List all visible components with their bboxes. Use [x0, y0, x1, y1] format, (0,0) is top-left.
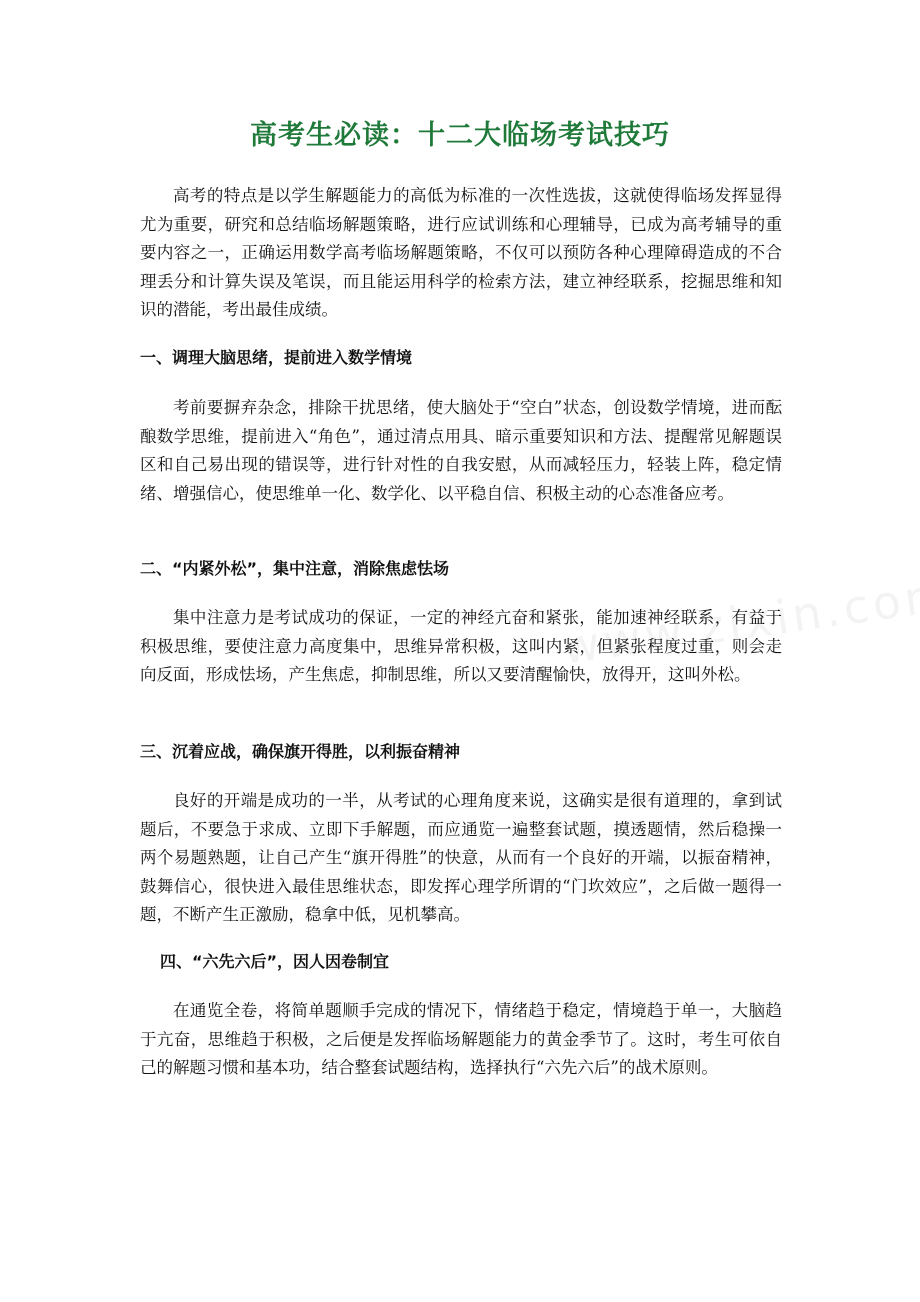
document-title: 高考生必读：十二大临场考试技巧: [250, 120, 670, 151]
section-heading-4: 四、“六先六后”，因人因卷制宜: [160, 952, 390, 971]
section-body-3: 良好的开端是成功的一半，从考试的心理角度来说，这确实是很有道理的，拿到试题后，不要急于求成、立即下手解题，而应通览一遍整套试题，摸透题情，然后稳操一两个易题熟题，让自己产生“旗开得胜”的快意，从而有一个良好的开端，以振奋精神，鼓舞信心，很快进入最佳思维状态，即发挥心理学所谓的“门坎效应”，之后做一题得一题，不断产生正激励，稳拿中低，见机攀高。: [140, 791, 782, 924]
intro-paragraph: 高考的特点是以学生解题能力的高低为标准的一次性选拔，这就使得临场发挥显得尤为重要，研究和总结临场解题策略，进行应试训练和心理辅导，已成为高考辅导的重要内容之一，正确运用数学高考临场解题策略，不仅可以预防各种心理障碍造成的不合理丢分和计算失误及笔误，而且能运用科学的检索方法，建立神经联系，挖掘思维和知识的潜能，考出最佳成绩。: [140, 186, 782, 319]
section-heading-3: 三、沉着应战，确保旗开得胜，以利振奋精神: [140, 742, 461, 761]
section-heading-2: 二、“内紧外松”，集中注意，消除焦虑怯场: [140, 559, 450, 578]
section-body-1: 考前要摒弃杂念，排除干扰思绪，使大脑处于“空白”状态，创设数学情境，进而酝酿数学思维，提前进入“角色”，通过清点用具、暗示重要知识和方法、提醒常见解题误区和自己易出现的错误等，进行针对性的自我安慰，从而减轻压力，轻装上阵，稳定情绪、增强信心，使思维单一化、数学化、以平稳自信、积极主动的心态准备应考。: [140, 398, 782, 503]
section-body-2: 集中注意力是考试成功的保证，一定的神经亢奋和紧张，能加速神经联系，有益于积极思维，要使注意力高度集中，思维异常积极，这叫内紧，但紧张程度过重，则会走向反面，形成怯场，产生焦虑，抑制思维，所以又要清醒愉快，放得开，这叫外松。: [140, 608, 782, 684]
section-body-4: 在通览全卷，将简单题顺手完成的情况下，情绪趋于稳定，情境趋于单一，大脑趋于亢奋，思维趋于积极，之后便是发挥临场解题能力的黄金季节了。这时，考生可依自己的解题习惯和基本功，结合整套试题结构，选择执行“六先六后”的战术原则。: [140, 1001, 782, 1077]
section-heading-1: 一、调理大脑思绪，提前进入数学情境: [140, 348, 413, 367]
